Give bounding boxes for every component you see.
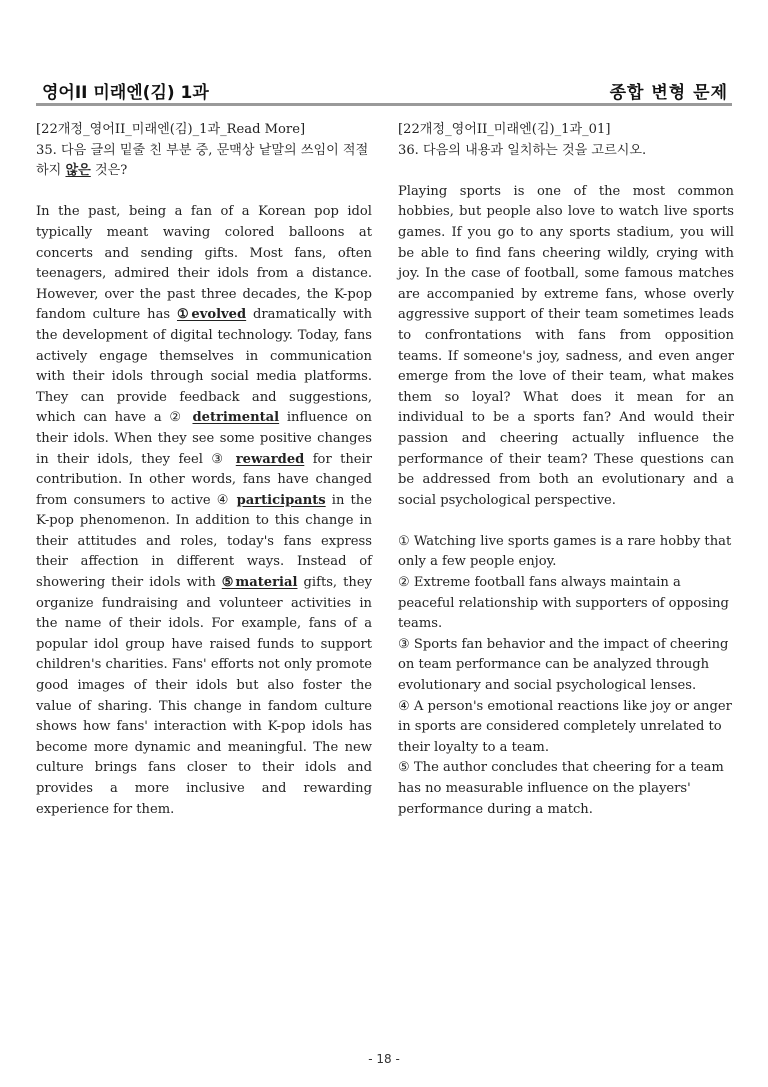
- question-36-choices: [398, 532, 734, 820]
- passage-35-segment-5: in the K-pop phenomenon. In addition to this change in their attitudes and roles, today's fans express their affection in different ways. Instead of showering their idols with: [36, 492, 372, 591]
- answer-choice-5[interactable]: ⑤ The author concludes that cheering for a team has no measurable influence on the players' performance during a match.: [398, 760, 724, 817]
- question-35-tag: [22개정_영어II_미래엔(김)_1과_Read More]: [36, 122, 306, 137]
- passage-35-segment-4: for their contribution. In other words, fans have changed from consumers to active: [36, 451, 372, 508]
- answer-choice-2[interactable]: ② Extreme football fans always maintain a peaceful relationship with supporters of opposing teams.: [398, 575, 729, 632]
- answer-choice-3[interactable]: ③ Sports fan behavior and the impact of cheering on team performance can be analyzed through evolutionary and social psychological lenses.: [398, 636, 729, 694]
- header-divider: [36, 103, 732, 106]
- question-35-prompt-pre: 35. 다음 글의 밑줄 친 부분 중, 문맥상 낱말의 쓰임이 적절하지: [36, 142, 369, 179]
- question-35-prompt-post: 것은?: [90, 163, 128, 179]
- answer-choice-4[interactable]: ④ A person's emotional reactions like joy or anger in sports are considered completely unrelated to their loyalty to a team.: [398, 698, 732, 755]
- question-35-prompt-emphasis: 않은: [65, 163, 91, 179]
- choice-2-number: ②: [169, 410, 185, 426]
- question-35-column: [36, 120, 372, 820]
- choice-4-number: ④: [216, 492, 231, 508]
- question-36-prompt: 36. 다음의 내용과 일치하는 것을 고르시오.: [398, 142, 647, 158]
- header-title-left: 영어II 미래엔(김) 1과: [42, 83, 209, 103]
- underlined-choice-4: participants: [236, 492, 326, 508]
- passage-35-segment-1: In the past, being a fan of a Korean pop idol typically meant waving colored balloons at concerts and sending gifts. Most fans, often teenagers, admired their idols from a distance. However, over the past three decades, the K-pop fandom culture has: [36, 204, 372, 323]
- underlined-choice-5: ⑤material: [221, 575, 298, 591]
- page-header: [36, 72, 732, 102]
- answer-choice-1[interactable]: ① Watching live sports games is a rare hobby that only a few people enjoy.: [398, 533, 732, 570]
- underlined-choice-1: ①evolved: [176, 307, 247, 323]
- passage-35-segment-6: gifts, they organize fundraising and volunteer activities in the name of their idols. For example, fans of a popular idol group have raised funds to support children's charities. Fans' efforts not only promote good images of their idols but also foster the value of sharing. This change in fandom culture shows how fans' interaction with K-pop idols has become more dynamic and meaningful. The new culture brings fans closer to their idols and provides a more inclusive and rewarding experience for them.: [36, 575, 372, 817]
- passage-35-segment-2: dramatically with the development of digital technology. Today, fans actively engage themselves in communication with their idols through social media platforms. They can provide feedback and suggestions, which can have a: [36, 307, 372, 426]
- question-35-prompt: [36, 141, 372, 182]
- header-title-right: 종합 변형 문제: [609, 83, 728, 103]
- question-36-tag: [22개정_영어II_미래엔(김)_1과_01]: [398, 122, 611, 137]
- underlined-choice-2: detrimental: [192, 410, 280, 426]
- underlined-choice-3: rewarded: [235, 451, 305, 467]
- question-35-passage: [36, 202, 372, 820]
- question-36-column: [398, 120, 734, 820]
- question-36-passage: Playing sports is one of the most common hobbies, but people also love to watch live sports games. If you go to any sports stadium, you will be able to find fans cheering wildly, crying with joy. In the case of football, some famous matches are accompanied by extreme fans, whose overly aggressive support of their team sometimes leads to confrontations with fans from opposition teams. If someone's joy, sadness, and even anger emerge from the love of their team, what makes them so loyal? What does it mean for an individual to be a sports fan? And would their passion and cheering actually influence the performance of their team? These questions can be addressed from both an evolutionary and a social psychological perspective.: [398, 183, 734, 508]
- choice-3-number: ③: [211, 451, 228, 467]
- page-number: - 18 -: [368, 1052, 400, 1066]
- passage-35-segment-3: influence on their idols. When they see some positive changes in their idols, they feel: [36, 410, 372, 467]
